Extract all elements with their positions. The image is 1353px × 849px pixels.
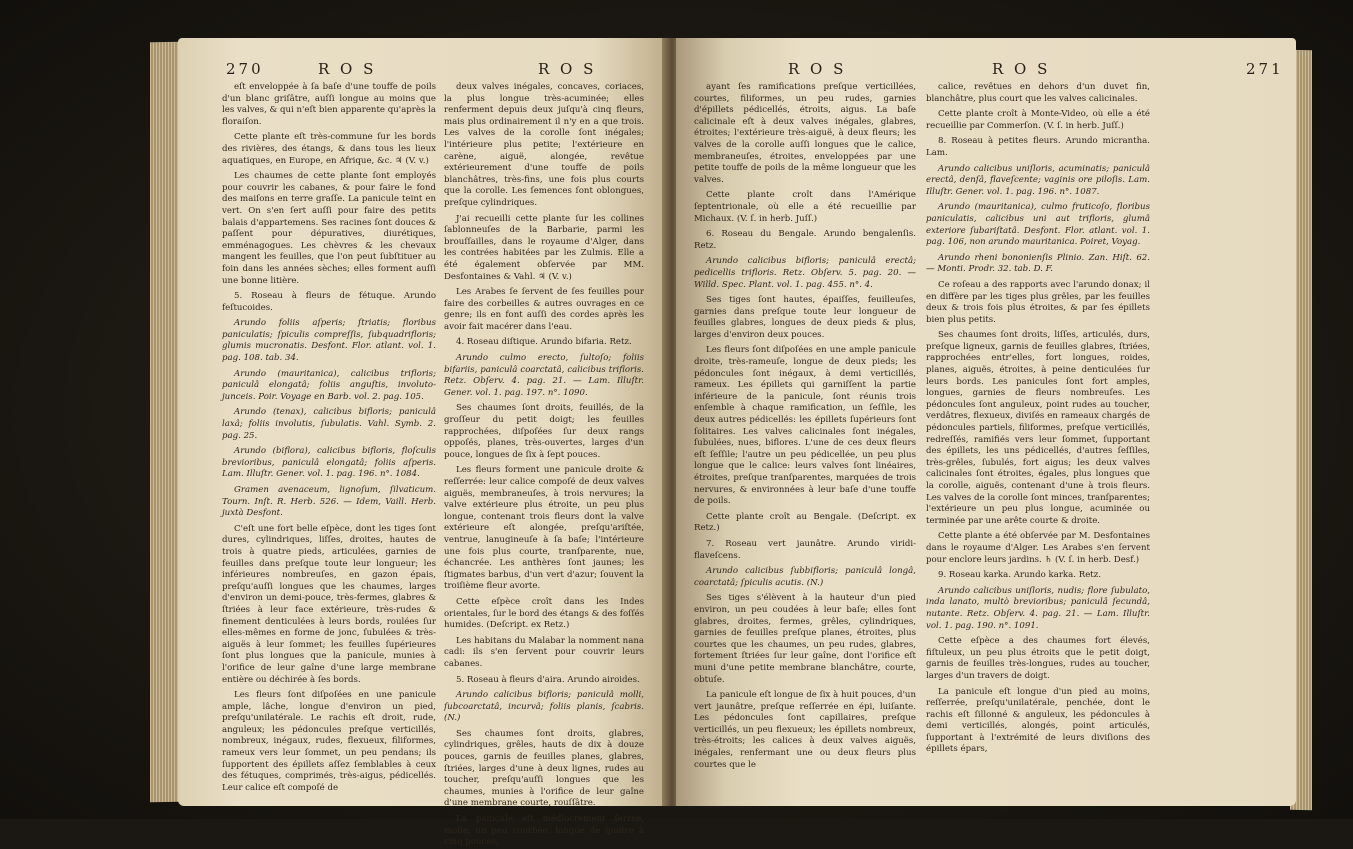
paragraph: Cette plante croît au Bengale. (Deſcript. ex Retz.)	[694, 511, 916, 534]
left-page	[178, 38, 666, 848]
left-page-number: 270	[226, 60, 264, 78]
left-inner-title: R O S	[538, 60, 597, 78]
paragraph: Arundo foliis aſperis; ſtriatis; floribus paniculatis; ſpiculis compreſſis, ſubquadrifloris; glumis mucronatis. Desfont. Flor. atlant. vol. 1. pag. 108. tab. 34.	[222, 318, 436, 364]
left-page-edges	[150, 42, 180, 803]
paragraph: Arundo calicibus uniſloris, nudis; flore ſubulato, inda lanato, multò brevioribus; paniculâ ſecundâ, nutante. Retz. Obſerv. 4. pag. 21. — Lam. Illuſtr. vol. 1. pag. 190. n°. 1091.	[926, 585, 1150, 631]
paragraph: Les chaumes de cette plante ſont employés pour couvrir les cabanes, & pour faire le fond des maiſons en terre graſſe. La panicule teint en vert. On s'en ſert auſſi pour faire des petits balais d'appartemens. Ses racines ſont douces & paſſent pour dépuratives, diurétiques, emménagogues. Les chèvres & les chevaux mangent les feuilles, que l'on peut ſubſtituer au foin dans les années sèches; elles forment auſſi une bonne litière.	[222, 171, 436, 286]
paragraph: ayant ſes ramifications preſque verticillées, courtes, filiformes, un peu rudes, garnies d'épillets pédicellés, étroits, aigus. La baſe calicinale eſt à deux valves inégales, glabres, étroites; l'extérieure très-aiguë, à deux fleurs; les valves de la corolle auſſi longues que le calice, membraneuſes, étroites, enveloppées par une petite touffe de poils de la même longueur que les valves.	[694, 82, 916, 185]
paragraph: eſt enveloppée à ſa baſe d'une touffe de poils d'un blanc griſâtre, auſſi longue au moins que les valves, & qui n'eſt bien apparente qu'après la floraiſon.	[222, 82, 436, 127]
paragraph: La panicule eſt médiocrement ſerrée, molle, un peu courbée, longue de quatre à cinq pouces,	[444, 814, 644, 848]
paragraph: La panicule eſt longue de ſix à huit pouces, d'un vert jaunâtre, preſque reſſerrée en épi, luiſante. Les pédoncules ſont capillaires, preſque verticillés, un peu flexueux; les épillets nombreux, très-étroits; les calices à deux valves aiguës, inégales, renfermant une ou deux fleurs plus courtes que le	[694, 690, 916, 770]
paragraph: 7. Roseau vert jaunâtre. Arundo viridi-flaveſcens.	[694, 538, 916, 561]
paragraph: Cette eſpèce a des chaumes fort élevés, fiſtuleux, un peu plus étroits que le petit doigt, garnis de feuilles très-longues, rudes au toucher, larges d'un travers de doigt.	[926, 636, 1150, 681]
right-column-1	[694, 82, 916, 798]
paragraph: Arundo (mauritanica), calicibus trifloris; paniculâ elongatâ; foliis anguſtis, involuto-junceis. Poir. Voyage en Barb. vol. 2. pag. 105.	[222, 368, 436, 402]
paragraph: Cette plante a été obſervée par M. Desfontaines dans le royaume d'Alger. Les Arabes s'en ſervent pour enclore leurs jardins. ♄ (V. ſ. in herb. Desf.)	[926, 531, 1150, 565]
paragraph: Arundo calicibus ſubbifloris; paniculâ longâ, coarctatâ; ſpiculis acutis. (N.)	[694, 566, 916, 588]
paragraph: Ses tiges ſont hautes, épaiſſes, feuilleuſes, garnies dans preſque toute leur longueur de feuilles glabres, longues de deux pieds & plus, larges d'environ deux pouces.	[694, 295, 916, 340]
paragraph: 9. Roseau karka. Arundo karka. Retz.	[938, 570, 1101, 581]
paragraph: Les habitans du Malabar la nomment nana cadi: ils s'en ſervent pour couvrir leurs cabanes.	[444, 635, 644, 669]
paragraph: Les fleurs ſont diſpoſées en une ample panicule droite, très-rameuſe, longue de deux pieds; les pédoncules ſont inégaux, à demi verticillés, rameux. Les épillets qui garniſſent la partie inférieure de la panicule, ſont réunis trois enſemble à chaque ramification, un ſeſſile, les deux autres pédicellés: les épillets ſupérieurs ſont ſolitaires. Les valves calicinales ſont inégales, ſubulées, nues, biflores. L'une de ces deux fleurs eſt ſeſſile; l'autre un peu pédicellée, un peu plus longue que le calice: leurs valves ſont linéaires, étroites, preſque tranſparentes, marquées de trois nervures, & environnées à leur baſe d'une touffe de poils.	[694, 345, 916, 507]
paragraph: Arundo culmo erecto, ſultoſo; foliis bifariis, paniculâ coarctatâ, calicibus trifloris. Retz. Obſerv. 4. pag. 21. — Lam. Illuſtr. Gener. vol. 1. pag. 197. n°. 1090.	[444, 353, 644, 398]
paragraph: Ses tiges s'élèvent à la hauteur d'un pied environ, un peu coudées à leur baſe; elles ſont glabres, droites, fermes, grêles, cylindriques, garnies de feuilles preſque planes, étroites, plus courtes que les chaumes, un peu rudes, glabres, fortement ſtriées ſur leur gaîne, dont l'orifice eſt muni d'une petite membrane blanchâtre, courte, obtuſe.	[694, 593, 916, 685]
left-running-title: R O S	[318, 60, 377, 78]
paragraph: Arundo rheni bononienſis Plinio. Zan. Hiſt. 62. — Monti. Prodr. 32. tab. D. F.	[926, 252, 1150, 275]
paragraph: calice, revêtues en dehors d'un duvet fin, blanchâtre, plus court que les valves calicinales.	[926, 82, 1150, 104]
paragraph: Arundo calicibus uniſloris, acuminatis; paniculâ erectâ, denſâ, flaveſcente; vaginis ore piloſis. Lam. Illuſtr. Gener. vol. 1. pag. 196. n°. 1087.	[926, 163, 1150, 197]
left-column-2	[444, 82, 644, 848]
paragraph: 4. Roseau diſtique. Arundo bifaria. Retz.	[456, 337, 632, 348]
right-page-number: 271	[1246, 60, 1284, 78]
paragraph: Ses chaumes ſont droits, glabres, cylindriques, grêles, hauts de dix à douze pouces, garnis de feuilles planes, glabres, ſtriées, larges d'une à deux lignes, rudes au toucher, preſqu'auſſi longues que les chaumes, munies à l'orifice de leur gaîne d'une membrane courte, rouſſâtre.	[444, 728, 644, 809]
paragraph: J'ai recueilli cette plante ſur les collines ſablonneuſes de la Barbarie, parmi les brouſſailles, dans le royaume d'Alger, dans les contrées habitées par les Zulmis. Elle a été également obſervée par MM. Desfontaines & Vahl. ♃ (V. v.)	[444, 213, 644, 282]
paragraph: Arundo (biflora), calicibus bifloris, floſculis brevioribus, paniculâ elongatâ; foliis aſperis. Lam. Illuſtr. Gener. vol. 1. pag. 196. n°. 1084.	[222, 446, 436, 480]
right-column-2	[926, 82, 1150, 798]
paragraph: Les fleurs forment une panicule droite & reſſerrée: leur calice compoſé de deux valves aiguës, membraneuſes, à trois nervures; la valve extérieure plus étroite, un peu plus longue, contenant trois fleurs dont la valve extérieure eſt alongée, preſqu'ariſtée, ventrue, lanugineuſe à ſa baſe; l'intérieure une fois plus courte, tranſparente, nue, échancrée. Les anthères ſont jaunes; les ſtigmates barbus, d'un vert d'azur; ſouvent la troiſième fleur avorte.	[444, 465, 644, 592]
paragraph: 8. Roseau à petites fleurs. Arundo micrantha. Lam.	[926, 136, 1150, 158]
paragraph: deux valves inégales, concaves, coriaces, la plus longue très-acuminée; elles renferment depuis deux juſqu'à cinq fleurs, mais plus ordinairement il n'y en a que trois. Les valves de la corolle ſont inégales; l'intérieure plus petite; l'extérieure en carène, aiguë, alongée, revêtue extérieurement d'une touffe de poils blanchâtres, très-fins, une fois plus courts que la corolle. Les ſemences ſont oblongues, preſque cylindriques.	[444, 82, 644, 208]
paragraph: Cette plante croît à Monte-Video, où elle a été recueillie par Commerſon. (V. ſ. in herb. Juſſ.)	[926, 109, 1150, 131]
paragraph: Ses chaumes ſont droits, feuillés, de la groſſeur du petit doigt; les feuilles rapprochées, diſpoſées ſur deux rangs oppoſés, planes, très-ouvertes, larges d'un pouce, longues de ſix à ſept pouces.	[444, 403, 644, 460]
paragraph: 5. Roseau à fleurs de fétuque. Arundo feſtucoides.	[222, 291, 436, 313]
paragraph: Cette plante croît dans l'Amérique ſeptentrionale, où elle a été recueillie par Michaux. (V. ſ. in herb. Juſſ.)	[694, 190, 916, 224]
right-running-title: R O S	[788, 60, 847, 78]
paragraph: Ce roſeau a des rapports avec l'arundo donax; il en diffère par les tiges plus grêles, par les feuilles deux & trois fois plus étroites, & par ſes épillets bien plus petits.	[926, 279, 1150, 325]
paragraph: Arundo calicibus bifloris; paniculâ molli, ſubcoarctatâ, incurvâ; foliis planis, ſcabris. (N.)	[444, 690, 644, 724]
paragraph: Ses chaumes ſont droits, liſſes, articulés, durs, preſque ligneux, garnis de feuilles glabres, ſtriées, rapprochées entr'elles, fort longues, roides, planes, aiguës, étroites, à peine denticulées ſur leurs bords. Les panicules ſont fort amples, longues, garnies de fleurs nombreuſes. Les pédoncules ſont anguleux, point rudes au toucher, verdâtres, flexueux, diviſés en rameaux chargés de pédoncules partiels, filiformes, preſque verticillés, redreſſés, ramifiés vers leur ſommet, ſupportant des épillets, les uns pédicellés, d'autres ſeſſiles, très-grêles, ſubulés, fort aigus; les deux valves calicinales ſont étroites, égales, plus longues que la corolle, aiguës, contenant d'une à trois fleurs. Les valves de la corolle ſont minces, tranſparentes; l'extérieure un peu plus longue, acuminée ou terminée par une arête courte & droite.	[926, 330, 1150, 526]
paragraph: Arundo (mauritanica), culmo fruticoſo, floribus paniculatis, calicibus uni aut trifloris, glumâ exteriore ſubariſtatâ. Desfont. Flor. atlant. vol. 1. pag. 106, non arundo mauritanica. Poiret, Voyag.	[926, 202, 1150, 248]
right-page	[676, 38, 1296, 806]
paragraph: Gramen avenaceum, lignoſum, ſilvaticum. Tourn. Inſt. R. Herb. 526. — Idem, Vaill. Herb. juxtà Desfont.	[222, 485, 436, 519]
paragraph: Les fleurs ſont diſpoſées en une panicule ample, lâche, longue d'environ un pied, preſqu'unilatérale. Le rachis eſt droit, rude, anguleux; les pédoncules preſque verticillés, nombreux, inégaux, rudes, flexueux, filiformes, rameux vers leur ſommet, un peu pendans; ils ſupportent des épillets aſſez ſemblables à ceux des fétuques, comprimés, très-aigus, pédicellés. Leur calice eſt compoſé de	[222, 690, 436, 793]
right-inner-title: R O S	[992, 60, 1051, 78]
paragraph: Cette plante eſt très-commune ſur les bords des rivières, des étangs, & dans tous les lieux aquatiques, en Europe, en Afrique, &c. ♃ (V. v.)	[222, 132, 436, 166]
paragraph: C'eſt une fort belle eſpèce, dont les tiges ſont dures, cylindriques, liſſes, droites, hautes de trois à quatre pieds, articulées, garnies de feuilles dans preſque toute leur longueur; les inférieures nombreuſes, en gazon épais, preſqu'auſſi longues que les chaumes, larges d'environ un demi-pouce, très-fermes, glabres & ſtriées à leur face extérieure, très-rudes & finement denticulées à leurs bords, roulées ſur elles-mêmes en forme de jonc, ſubulées & très-aiguës à leur ſommet; les feuilles ſupérieures ſont plus longues que la panicule, munies à l'orifice de leur gaîne d'une large membrane entière ou déchirée à ſes bords.	[222, 523, 436, 685]
paragraph: 6. Roseau du Bengale. Arundo bengalenſis. Retz.	[694, 229, 916, 251]
left-column-1	[222, 82, 436, 798]
paragraph: 5. Roseau à fleurs d'aira. Arundo airoides.	[456, 674, 640, 685]
paragraph: Arundo calicibus bifloris; paniculâ erectâ; pedicellis trifloris. Retz. Obſerv. 5. pag. 20. — Willd. Spec. Plant. vol. 1. pag. 455. n°. 4.	[694, 256, 916, 290]
paragraph: Cette eſpèce croît dans les Indes orientales, ſur le bord des étangs & des foſſés humides. (Deſcript. ex Retz.)	[444, 596, 644, 631]
paragraph: Arundo (tenax), calicibus bifloris; paniculâ laxâ; foliis involutis, ſubulatis. Vahl. Symb. 2. pag. 25.	[222, 407, 436, 441]
paragraph: La panicule eſt longue d'un pied au moins, reſſerrée, preſqu'unilatérale, penchée, dont le rachis eſt ſillonné & anguleux, les pédoncules à demi verticillés, alongés, point articulés, ſupportant à l'extrémité de leurs diviſions des épillets épars,	[926, 686, 1150, 755]
paragraph: Les Arabes ſe ſervent de ſes feuilles pour faire des corbeilles & autres ouvrages en ce genre; ils en font auſſi des cordes après les avoir fait macérer dans l'eau.	[444, 287, 644, 332]
